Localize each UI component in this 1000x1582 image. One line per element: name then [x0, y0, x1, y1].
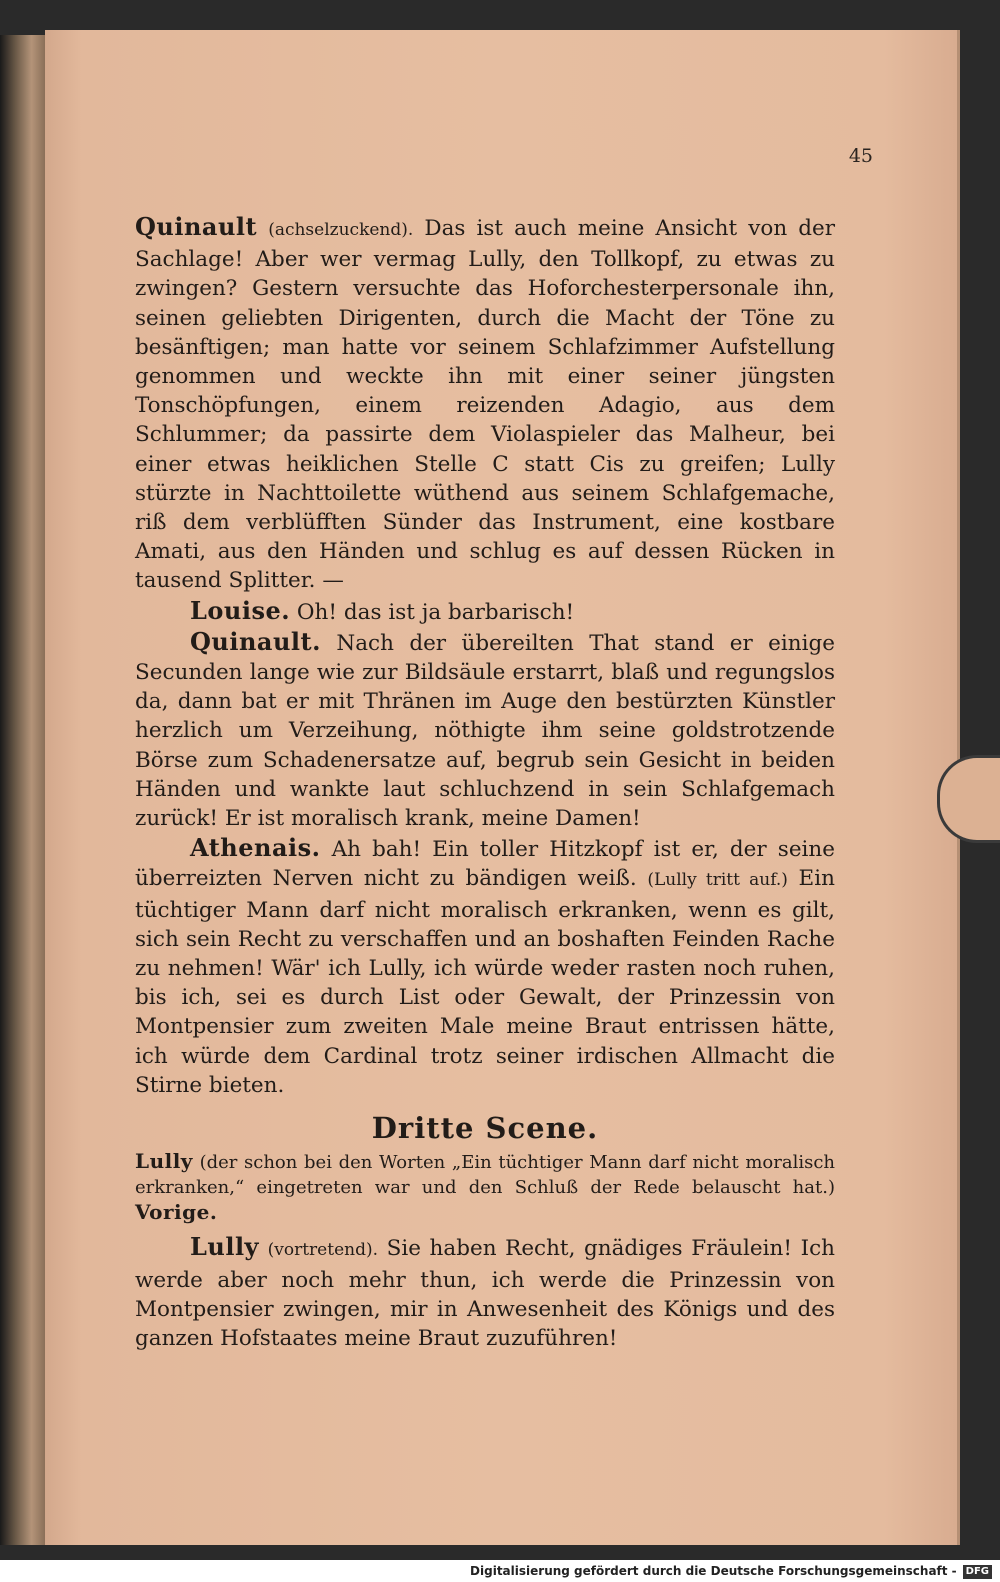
speaker-name: Lully	[190, 1232, 260, 1262]
page-text	[135, 212, 835, 1353]
stage-direction: (der schon bei den Worten „Ein tüchtiger Mann darf nicht moralisch erkranken,“ eingetreten war und den Schluß der Rede belauscht hat.)	[135, 1152, 835, 1199]
speaker-name: Louise.	[190, 595, 291, 625]
stage-direction: (achselzuckend).	[268, 220, 414, 240]
footer-text: Digitalisierung gefördert durch die Deutsche Forschungsgemeinschaft -	[470, 1564, 957, 1578]
scene-heading: Dritte Scene.	[371, 1111, 599, 1146]
stage-direction: (Lully tritt auf.)	[647, 870, 788, 891]
others-label: Vorige.	[135, 1200, 218, 1225]
paragraph-lully	[135, 1232, 835, 1353]
dialogue-text: Das ist auch meine Ansicht von der Sachlage! Aber wer vermag Lully, den Tollkopf, zu etwas zu zwingen? Gestern versuchte das Hoforchesterpersonale ihn, seinen geliebten Dirigenten, durch die Macht der Töne zu besänftigen; man hatte vor seinem Schlafzimmer Aufstellung genommen und weckte ihn mit einer seiner jüngsten Tonschöpfungen, einem reizenden Adagio, aus dem Schlummer; da passirte dem Violaspieler das Malheur, bei einer etwas heiklichen Stelle C statt Cis zu greifen; Lully stürzte in Nachttoilette wüthend aus seinem Schlafgemache, riß dem verblüfften Sünder das Instrument, eine kostbare Amati, aus den Händen und schlug es auf dessen Rücken in tausend Splitter. —	[135, 216, 835, 594]
dialogue-text: Ein tüchtiger Mann darf nicht moralisch erkranken, wenn es gilt, sich sein Recht zu verschaffen und an boshaften Feinden Rache zu nehmen! Wär' ich Lully, ich würde weder rasten noch ruhen, bis ich, sei es durch List oder Gewalt, der Prinzessin von Montpensier zum zweiten Male meine Braut entrissen hätte, ich würde dem Cardinal trotz seiner irdischen Allmacht die Stirne bieten.	[135, 866, 835, 1098]
speaker-name: Quinault	[135, 212, 258, 241]
stage-direction: (vortretend).	[267, 1240, 379, 1261]
page-number: 45	[848, 145, 873, 167]
speaker-name: Lully	[135, 1149, 193, 1174]
page-clip-mark	[937, 755, 1000, 843]
dialogue-text: Nach der übereilten That stand er einige Secunden lange wie zur Bildsäule erstarrt, blaß und regungslos da, dann bat er mit Thränen im Auge den bestürzten Künstler herzlich um Verzeihung, nöthigte ihm seine goldstrotzende Börse zum Schadenersatze auf, begrub sein Gesicht in beiden Händen und wankte laut schluchzend in sein Schlafgemach zurück! Er ist moralisch krank, meine Damen!	[135, 630, 835, 832]
dialogue-text: Ah bah! Ein toller Hitzkopf ist er, der seine überreizten Nerven nicht zu bändigen weiß.	[135, 837, 835, 892]
paragraph-quinault-1	[135, 212, 835, 596]
stage-direction-block	[135, 1149, 835, 1226]
book-spine-edge	[0, 35, 45, 1545]
digitization-footer	[0, 1560, 1000, 1582]
paragraph-athenais	[135, 833, 835, 1100]
paragraph-louise	[135, 596, 835, 627]
speaker-name: Quinault.	[190, 626, 321, 656]
dialogue-text: Oh! das ist ja barbarisch!	[290, 599, 575, 625]
speaker-name: Athenais.	[190, 833, 321, 863]
dialogue-text: Sie haben Recht, gnädiges Fräulein! Ich werde aber noch mehr thun, ich werde die Prinzessin von Montpensier zwingen, mir in Anwesenheit des Königs und des ganzen Hofstaates meine Braut zuzuführen!	[135, 1236, 835, 1351]
paragraph-quinault-2	[135, 627, 835, 833]
dfg-logo: DFG	[963, 1565, 992, 1579]
